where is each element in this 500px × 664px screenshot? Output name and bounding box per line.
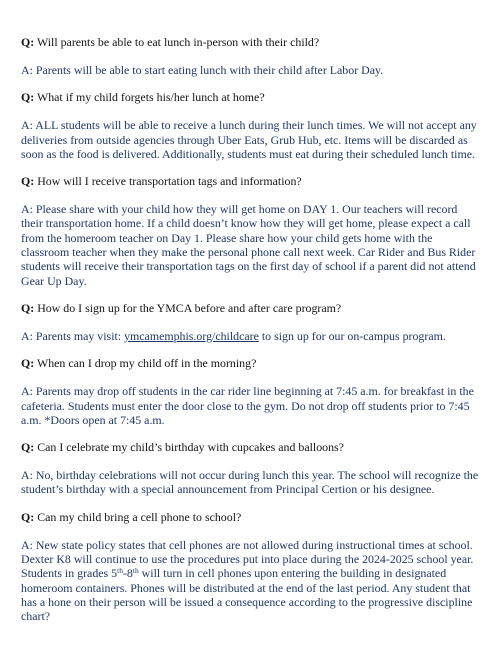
question bbox=[21, 301, 482, 316]
answer bbox=[21, 538, 482, 624]
answer-text: Parents will be able to start eating lunch with their child after Labor Day. bbox=[35, 63, 384, 77]
question-label: Q: bbox=[21, 300, 35, 315]
question bbox=[21, 440, 482, 455]
answer bbox=[21, 468, 482, 497]
answer-label: A: bbox=[21, 537, 33, 552]
question-label: Q: bbox=[21, 35, 35, 49]
faq-item-ymca bbox=[21, 301, 482, 343]
answer-text-part3: will turn in cell phones upon entering the building in designated homeroom containers. Phones will be distributed at the end of the last period. Any student that has a hone on their person will be issued a consequence according to the progressive discipline chart? bbox=[21, 566, 473, 624]
question-label: Q: bbox=[21, 90, 35, 105]
answer-label: A: bbox=[21, 328, 33, 343]
question bbox=[21, 35, 482, 50]
answer bbox=[21, 118, 482, 161]
answer-label: A: bbox=[21, 468, 33, 483]
question-text: Will parents be able to eat lunch in-person with their child? bbox=[36, 35, 320, 49]
question-text: How will I receive transportation tags and information? bbox=[37, 174, 302, 189]
answer-label: A: bbox=[21, 202, 33, 217]
question bbox=[21, 174, 482, 189]
answer-label: A: bbox=[21, 118, 33, 133]
ymca-childcare-link[interactable]: ymcamemphis.org/childcare bbox=[124, 328, 259, 343]
answer-text-after: to sign up for our on-campus program. bbox=[258, 328, 446, 343]
question-text: When can I drop my child off in the morning? bbox=[36, 356, 257, 371]
question-label: Q: bbox=[21, 356, 35, 371]
question-text: Can I celebrate my child’s birthday with cupcakes and balloons? bbox=[37, 440, 344, 455]
answer bbox=[21, 63, 482, 77]
question-text: What if my child forgets his/her lunch at home? bbox=[36, 90, 265, 105]
answer bbox=[21, 329, 482, 343]
answer bbox=[21, 202, 482, 288]
question-label: Q: bbox=[21, 509, 35, 524]
answer-text: No, birthday celebrations will not occur during lunch this year. The school will recognize the student’s birthday with a special announcement from Principal Certion or his designee. bbox=[21, 468, 479, 497]
answer bbox=[21, 384, 482, 427]
answer-text: Please share with your child how they will get home on DAY 1. Our teachers will record their transportation home. If a child doesn’t know how they will get home, please expect a call from the homeroom teacher on Day 1. Please share how your child gets home with the classroom teacher when they make the personal phone call next week. Car Rider and Bus Rider students will receive their transportation tags on the first day of school if a parent did not attend Gear Up Day. bbox=[21, 202, 476, 288]
question-text: How do I sign up for the YMCA before and after care program? bbox=[37, 300, 342, 315]
faq-item-cell-phone bbox=[21, 510, 482, 624]
answer-text-before: Parents may visit: bbox=[35, 328, 125, 343]
faq-item-forgotten-lunch bbox=[21, 90, 482, 161]
faq-item-birthday bbox=[21, 440, 482, 497]
answer-text-part2: -8 bbox=[122, 566, 133, 581]
superscript-th: th bbox=[117, 566, 123, 576]
answer-text: Parents may drop off students in the car rider line beginning at 7:45 a.m. for breakfast in the cafeteria. Students must enter the door close to the gym. Do not drop off students prior to 7:45 a.m. *Doors open at 7:45 a.m. bbox=[21, 384, 474, 427]
question bbox=[21, 510, 482, 525]
answer-text-part1: New state policy states that cell phones are not allowed during instructional times at school. Dexter K8 will continue to use the procedures put into place during the 2024-2025 school year. Students in grades 5 bbox=[21, 537, 474, 581]
question-label: Q: bbox=[21, 174, 35, 189]
superscript-th: th bbox=[132, 566, 139, 576]
question bbox=[21, 356, 482, 371]
answer-label: A: bbox=[21, 63, 33, 77]
answer-text: ALL students will be able to receive a lunch during their lunch times. We will not accept any deliveries from outside agencies through Uber Eats, Grub Hub, etc. Items will be discarded as soon as the food is delivered. Additionally, students must eat during their scheduled lunch time. bbox=[21, 118, 477, 161]
faq-item-transportation bbox=[21, 174, 482, 288]
question bbox=[21, 90, 482, 105]
faq-item-lunch-in-person bbox=[21, 35, 482, 77]
question-label: Q: bbox=[21, 440, 35, 455]
answer-label: A: bbox=[21, 384, 33, 399]
faq-item-drop-off bbox=[21, 356, 482, 427]
question-text: Can my child bring a cell phone to school? bbox=[37, 509, 242, 524]
